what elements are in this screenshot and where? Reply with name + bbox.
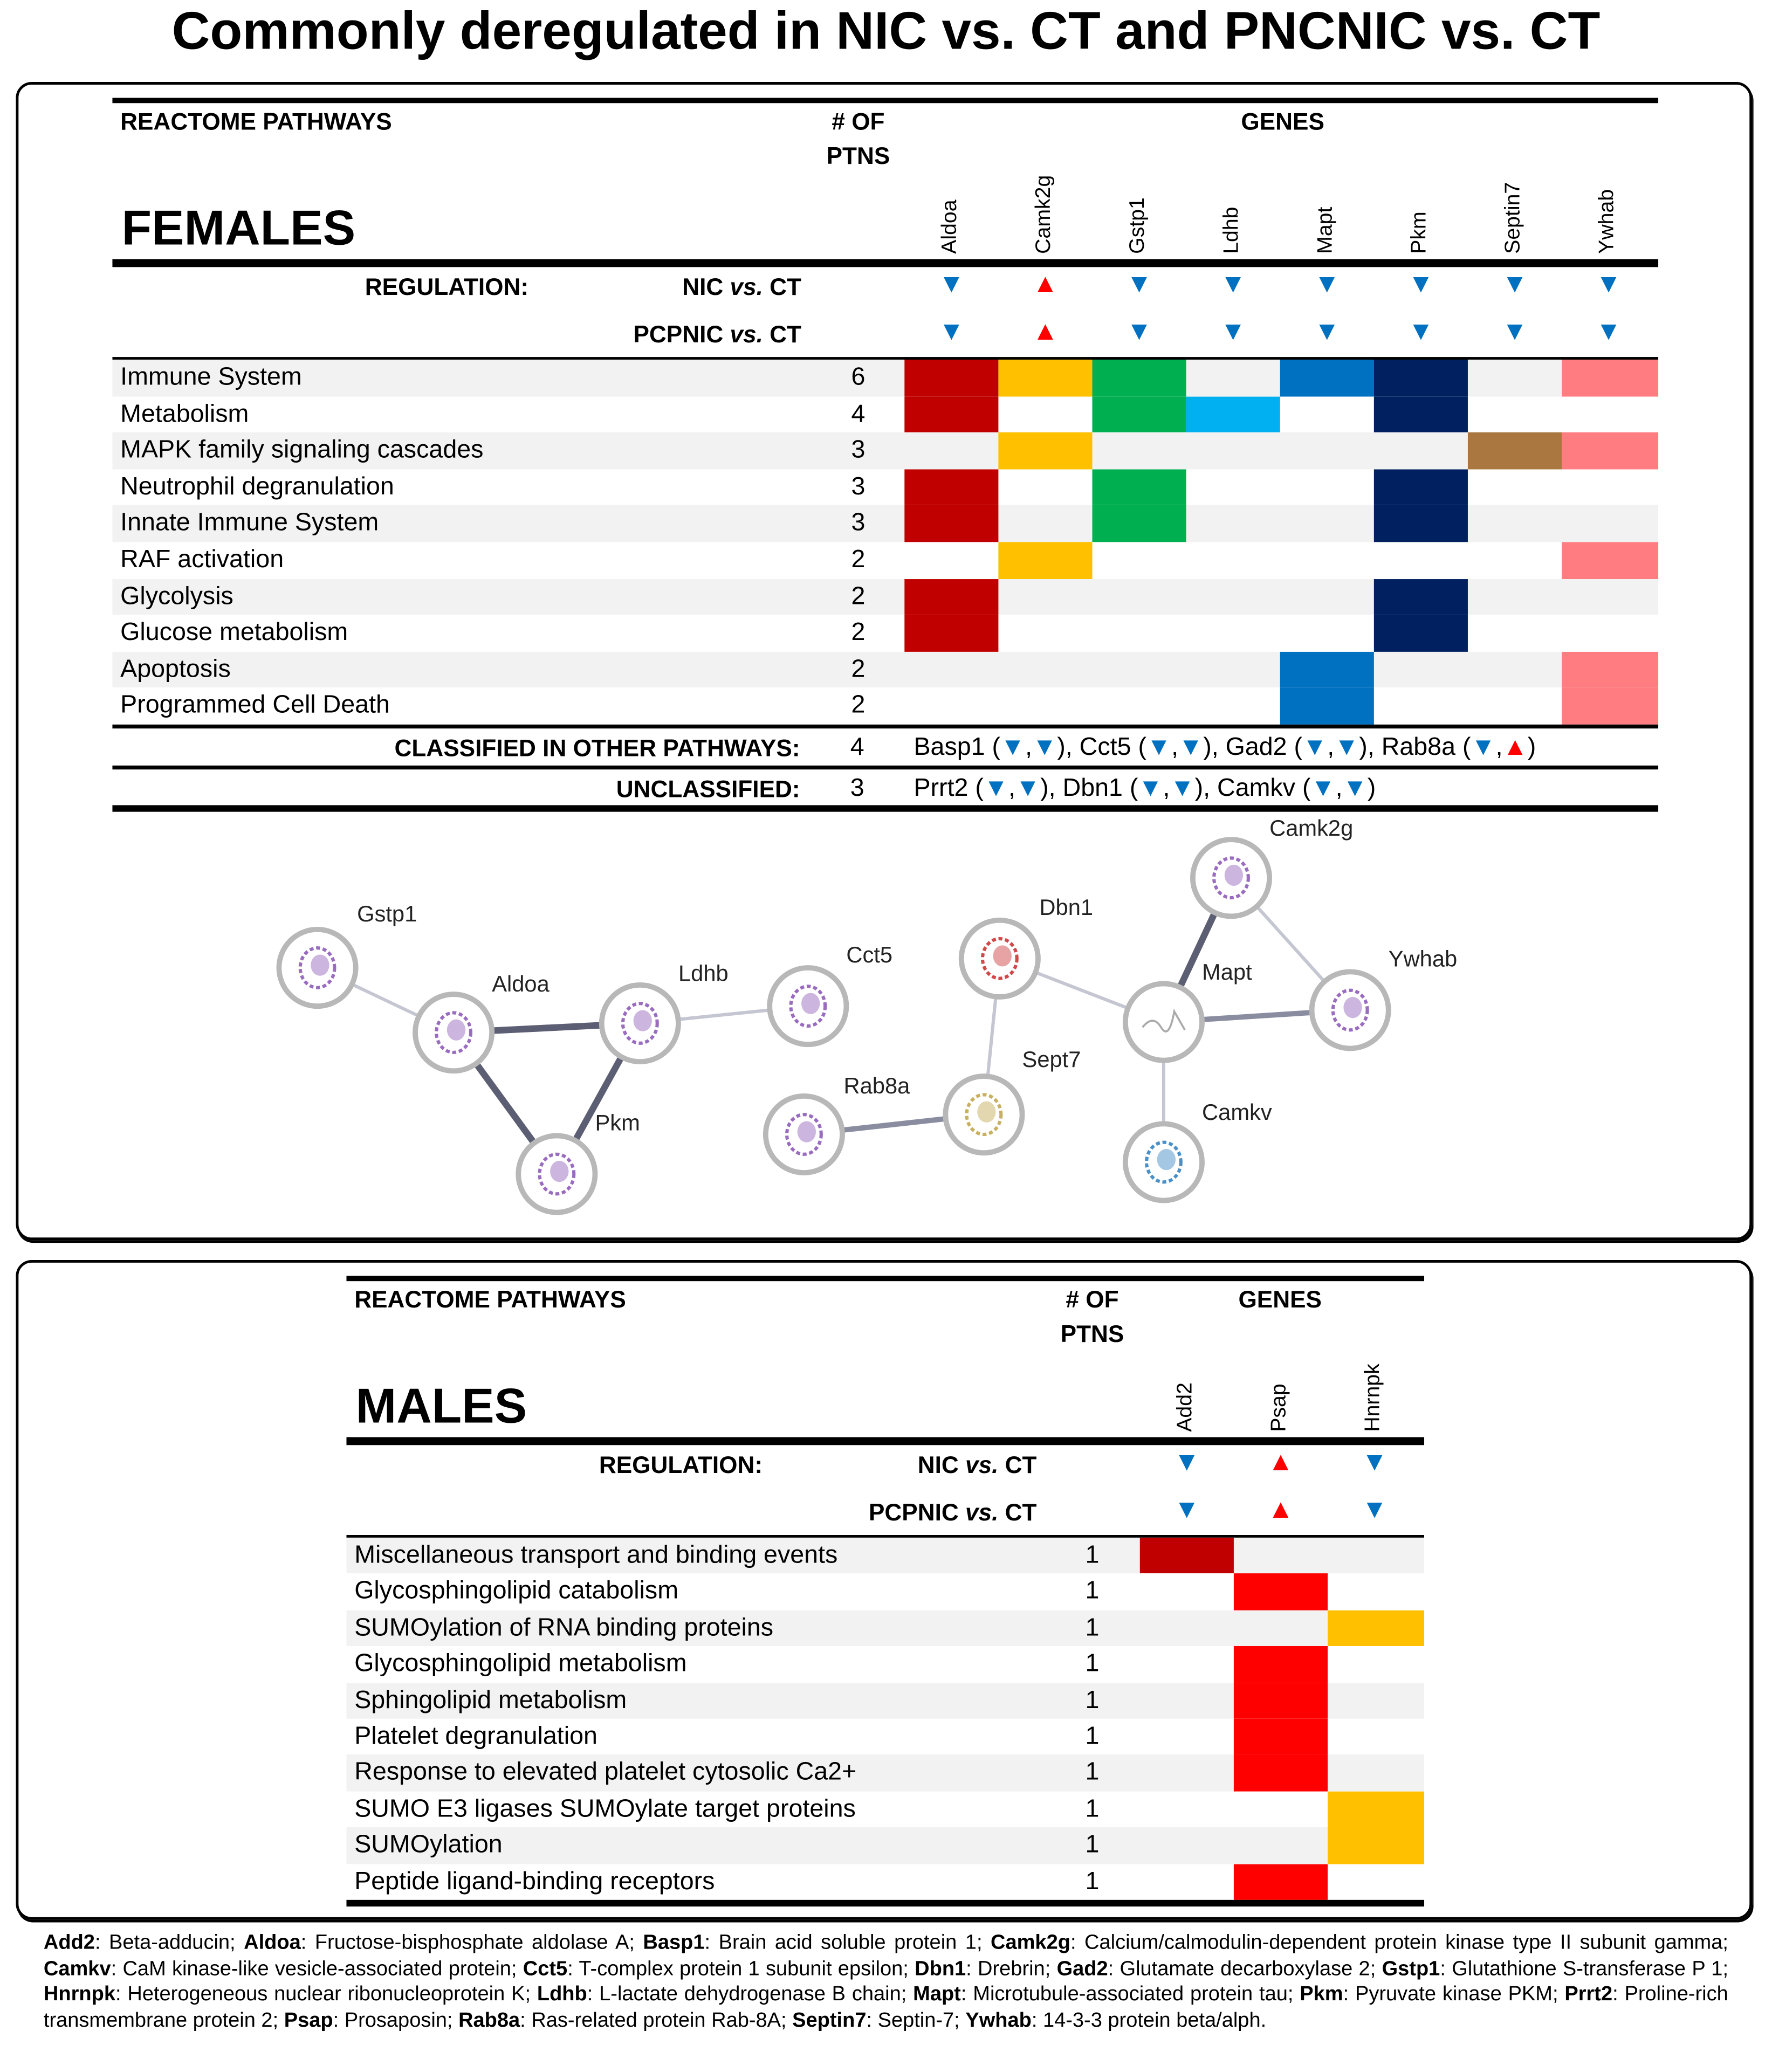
protein-count: 1 xyxy=(1085,1723,1100,1751)
protein-node-label: Mapt xyxy=(1202,959,1252,985)
pathway-row xyxy=(346,1683,1424,1719)
protein-structure-icon xyxy=(1225,865,1243,886)
footnote-description: Microtubule-associated protein tau xyxy=(973,1983,1288,2006)
pcpnic-vs: vs. xyxy=(965,1499,999,1526)
pathway-name: SUMOylation of RNA binding proteins xyxy=(354,1614,774,1642)
gene-name: Cct5 xyxy=(1079,733,1131,762)
gene-name: Camkv xyxy=(1217,774,1296,803)
pcpnic-a: PCPNIC xyxy=(868,1499,966,1526)
protein-node-label: Gstp1 xyxy=(357,901,417,927)
gene-name: Rab8a xyxy=(1381,733,1456,762)
protein-node xyxy=(1125,983,1202,1060)
classified-other-pathways-count: 4 xyxy=(850,733,864,762)
footnote-description: Ras-related protein Rab-8A xyxy=(531,2009,781,2032)
pathway-row xyxy=(346,1538,1424,1574)
regulation-down-icon: ▼ xyxy=(1310,774,1336,803)
footnote-gene: Rab8a xyxy=(458,2009,520,2032)
protein-count: 3 xyxy=(851,436,866,465)
footnote-description: 14-3-3 protein beta/alph. xyxy=(1042,2009,1267,2032)
protein-node-label: Sept7 xyxy=(1022,1046,1081,1072)
heatmap-cell xyxy=(1328,1827,1424,1863)
pathway-name: Glycosphingolipid metabolism xyxy=(354,1650,687,1678)
divider xyxy=(346,1900,1424,1906)
comparison-label-pcpnic xyxy=(869,1499,1037,1527)
footnote-gene: Mapt xyxy=(913,1983,961,2006)
footnote-gene: Basp1 xyxy=(643,1931,705,1954)
footnote-gene: Cct5 xyxy=(523,1957,568,1980)
footnote-description: Heterogeneous nuclear ribonucleoprotein K xyxy=(127,1983,525,2006)
heatmap-cell xyxy=(1328,1791,1424,1827)
gene-name: Prrt2 xyxy=(914,774,969,803)
pathway-name: Glycolysis xyxy=(120,582,233,610)
pathway-name: Platelet degranulation xyxy=(354,1723,597,1751)
protein-node-label: Camkv xyxy=(1202,1099,1272,1125)
pcpnic-c: CT xyxy=(763,321,802,348)
protein-structure-icon xyxy=(447,1020,465,1041)
regulation-down-icon: ▼ xyxy=(1595,317,1622,347)
comparison-label-nic xyxy=(918,1452,1037,1479)
divider xyxy=(346,1276,1424,1281)
protein-count: 1 xyxy=(1085,1867,1100,1896)
regulation-up-icon: ▲ xyxy=(1502,733,1528,762)
regulation-down-icon: ▼ xyxy=(1138,774,1163,803)
protein-structure-icon xyxy=(993,945,1012,966)
regulation-down-icon: ▼ xyxy=(1361,1495,1388,1525)
protein-count: 1 xyxy=(1085,1795,1100,1823)
heatmap-cell xyxy=(1328,1610,1424,1646)
pathway-name: Glycosphingolipid catabolism xyxy=(354,1578,679,1606)
regulation-down-icon: ▼ xyxy=(938,270,965,299)
figure-title: Commonly deregulated in NIC vs. CT and PNCNIC vs. CT xyxy=(171,2,1601,61)
footnote-description: Septin-7 xyxy=(877,2009,954,2032)
protein-count: 3 xyxy=(851,473,866,501)
ptns-header: # OF xyxy=(1066,1286,1119,1313)
protein-structure-icon xyxy=(977,1102,995,1123)
pathway-name: Apoptosis xyxy=(120,655,231,684)
protein-count: 6 xyxy=(851,363,866,391)
gene-column-label: Septin7 xyxy=(1502,182,1525,254)
protein-count: 1 xyxy=(1085,1650,1100,1678)
footnote-gene: Pkm xyxy=(1300,1983,1343,2006)
regulation-down-icon: ▼ xyxy=(1501,317,1528,347)
protein-count: 3 xyxy=(851,510,866,538)
heatmap-cell xyxy=(1140,1538,1234,1574)
footnote-gene: Prrt2 xyxy=(1564,1983,1613,2006)
nic-c: CT xyxy=(763,273,802,300)
pathway-name: Peptide ligand-binding receptors xyxy=(354,1867,715,1896)
pathway-name: MAPK family signaling cascades xyxy=(120,436,484,465)
heatmap-cell xyxy=(1234,1755,1328,1791)
regulation-down-icon: ▼ xyxy=(1178,733,1204,762)
regulation-down-icon: ▼ xyxy=(1471,733,1496,762)
footnote-description: Prosaposin xyxy=(344,2009,447,2032)
regulation-down-icon: ▼ xyxy=(1501,270,1528,299)
footnote-gene: Psap xyxy=(284,2009,333,2032)
regulation-label: REGULATION: xyxy=(365,273,529,300)
regulation-down-icon: ▼ xyxy=(1220,317,1246,347)
heatmap-cell xyxy=(1234,1683,1328,1719)
divider xyxy=(346,1437,1424,1445)
protein-structure-icon xyxy=(550,1161,568,1182)
regulation-down-icon: ▼ xyxy=(1220,270,1246,299)
classified-other-pathways-genes: Basp1 (▼,▼), Cct5 (▼,▼), Gad2 (▼,▼), Rab8a (▼,▲) xyxy=(914,733,1536,762)
protein-node-label: Rab8a xyxy=(843,1072,910,1098)
protein-structure-icon xyxy=(1343,997,1362,1018)
regulation-down-icon: ▼ xyxy=(1126,317,1152,347)
gene-name: Dbn1 xyxy=(1062,774,1123,803)
regulation-down-icon: ▼ xyxy=(1314,317,1341,347)
footnote-description: Beta-adducin xyxy=(109,1931,230,1954)
protein-count: 1 xyxy=(1085,1759,1100,1787)
pathway-name: Neutrophil degranulation xyxy=(120,473,394,501)
protein-count: 1 xyxy=(1085,1686,1100,1715)
protein-count: 1 xyxy=(1085,1614,1100,1642)
protein-count: 2 xyxy=(851,546,866,574)
protein-structure-icon xyxy=(1157,1149,1176,1170)
regulation-up-icon: ▲ xyxy=(1032,270,1059,299)
footnote-description: Calcium/calmodulin-dependent protein kinase type II subunit gamma xyxy=(1084,1931,1723,1954)
ptns-header: PTNS xyxy=(826,142,890,169)
regulation-up-icon: ▲ xyxy=(1267,1448,1294,1477)
pathway-name: SUMOylation xyxy=(354,1831,503,1860)
pathway-name: Sphingolipid metabolism xyxy=(354,1686,627,1715)
regulation-down-icon: ▼ xyxy=(1173,1495,1200,1525)
footnote-description: T-complex protein 1 subunit epsilon xyxy=(579,1957,903,1980)
footnote-gene: Septin7 xyxy=(792,2009,867,2032)
footnote-description: Glutathione S-transferase P 1 xyxy=(1452,1957,1723,1980)
heatmap-cell xyxy=(1234,1574,1328,1610)
footnote-description: Drebrin xyxy=(978,1957,1045,1980)
genes-header: GENES xyxy=(1238,1286,1322,1313)
pathway-name: Metabolism xyxy=(120,400,249,428)
protein-count: 2 xyxy=(851,655,866,684)
footnote-gene: Add2 xyxy=(43,1931,95,1954)
protein-count: 4 xyxy=(851,400,866,428)
protein-count: 2 xyxy=(851,692,866,720)
pathway-row xyxy=(346,1646,1424,1682)
unclassified-genes: Prrt2 (▼,▼), Dbn1 (▼,▼), Camkv (▼,▼) xyxy=(914,774,1376,803)
sex-label: MALES xyxy=(355,1379,527,1434)
regulation-down-icon: ▼ xyxy=(1146,733,1172,762)
pathway-name: Innate Immune System xyxy=(120,510,379,538)
protein-structure-icon xyxy=(801,993,820,1014)
protein-node-label: Cct5 xyxy=(846,942,893,968)
nic-vs: vs. xyxy=(730,273,763,300)
regulation-down-icon: ▼ xyxy=(1170,774,1195,803)
protein-node-label: Aldoa xyxy=(492,971,550,997)
footnote-description: Proline-rich transmembrane protein 2 xyxy=(43,1983,1728,2032)
footnote-gene: Hnrnpk xyxy=(43,1983,115,2006)
pathway-row xyxy=(346,1574,1424,1610)
pathway-row xyxy=(346,1827,1424,1863)
footnote-gene: Ywhab xyxy=(965,2009,1032,2032)
protein-count: 1 xyxy=(1085,1831,1100,1860)
heatmap-cell xyxy=(1234,1864,1328,1900)
protein-node-label: Pkm xyxy=(595,1110,640,1135)
footnote-description: Fructose-bisphosphate aldolase A xyxy=(314,1931,629,1954)
pathway-row xyxy=(346,1864,1424,1900)
nic-a: NIC xyxy=(917,1451,966,1478)
footnote-description: CaM kinase-like vesicle-associated protein xyxy=(122,1957,511,1980)
pathway-row xyxy=(346,1610,1424,1646)
pcpnic-vs: vs. xyxy=(730,321,763,348)
gene-column-label: Psap xyxy=(1268,1383,1291,1432)
footnote-description: Pyruvate kinase PKM xyxy=(1355,1983,1553,2006)
pathways-header: REACTOME PATHWAYS xyxy=(120,108,392,135)
regulation-down-icon: ▼ xyxy=(1407,317,1434,347)
unclassified-label: UNCLASSIFIED: xyxy=(616,776,800,803)
gene-column-label: Gstp1 xyxy=(1127,197,1149,254)
gene-column-label: Pkm xyxy=(1408,211,1431,254)
protein-node-label: Dbn1 xyxy=(1039,894,1094,920)
regulation-down-icon: ▼ xyxy=(1334,733,1359,762)
protein-count: 1 xyxy=(1085,1578,1100,1606)
regulation-up-icon: ▲ xyxy=(1032,317,1059,347)
gene-column-label: Mapt xyxy=(1314,206,1337,254)
protein-count: 1 xyxy=(1085,1541,1100,1570)
regulation-down-icon: ▼ xyxy=(1032,733,1057,762)
nic-c: CT xyxy=(998,1451,1037,1478)
gene-name: Gad2 xyxy=(1225,733,1287,762)
pcpnic-c: CT xyxy=(998,1499,1037,1526)
regulation-down-icon: ▼ xyxy=(1126,270,1152,299)
pathway-name: RAF activation xyxy=(120,546,284,574)
gene-column-label: Add2 xyxy=(1174,1382,1197,1432)
pathway-row xyxy=(346,1755,1424,1791)
footnote-description: Glutamate decarboxylase 2 xyxy=(1119,1957,1370,1980)
regulation-down-icon: ▼ xyxy=(1314,270,1341,299)
regulation-down-icon: ▼ xyxy=(1407,270,1434,299)
footnote-gene: Dbn1 xyxy=(915,1957,966,1980)
unclassified-count: 3 xyxy=(850,774,864,803)
regulation-down-icon: ▼ xyxy=(1173,1448,1200,1477)
pcpnic-a: PCPNIC xyxy=(633,321,730,348)
pathway-name: SUMO E3 ligases SUMOylate target proteins xyxy=(354,1795,856,1823)
protein-structure-icon xyxy=(798,1121,816,1142)
pathway-name: Glucose metabolism xyxy=(120,619,348,647)
pathway-name: Immune System xyxy=(120,363,302,391)
genes-header: GENES xyxy=(1241,108,1324,135)
regulation-down-icon: ▼ xyxy=(1015,774,1041,803)
protein-structure-icon xyxy=(634,1010,652,1031)
regulation-down-icon: ▼ xyxy=(1595,270,1622,299)
sex-label: FEMALES xyxy=(121,201,356,256)
regulation-down-icon: ▼ xyxy=(1342,774,1368,803)
gene-column-label: Camk2g xyxy=(1033,175,1055,254)
classified-other-pathways-label: CLASSIFIED IN OTHER PATHWAYS: xyxy=(394,735,800,762)
gene-column-label: Aldoa xyxy=(939,199,961,254)
regulation-down-icon: ▼ xyxy=(938,317,965,347)
regulation-down-icon: ▼ xyxy=(1302,733,1328,762)
pathway-row xyxy=(346,1791,1424,1827)
gene-abbreviation-footnote: Add2: Beta-adducin; Aldoa: Fructose-bisphosphate aldolase A; Basp1: Brain acid soluble protein 1; Camk2g: Calcium/calmodulin-dependent protein kinase type II subunit gamma; Camkv: CaM kinase-like vesicle-associated protein; Cct5: T-complex protein 1 subunit epsilon; Dbn1: Drebrin; Gad2: Glutamate decarboxylase 2; Gstp1: Glutathione S-transferase P 1; Hnrnpk: Heterogeneous nuclear ribonucleoprotein K; Ldhb: L-lactate dehydrogenase B chain; Mapt: Microtubule-associated protein tau; Pkm: Pyruvate kinase PKM; Prrt2: Proline-rich transmembrane protein 2; Psap: Prosaposin; Rab8a: Ras-related protein Rab-8A; Septin7: Septin-7; Ywhab: 14-3-3 protein beta/alph. xyxy=(43,1931,1729,2032)
regulation-down-icon: ▼ xyxy=(1361,1448,1388,1477)
regulation-label: REGULATION: xyxy=(599,1451,763,1478)
gene-column-label: Ldhb xyxy=(1220,206,1244,254)
nic-a: NIC xyxy=(682,273,730,300)
footnote-gene: Aldoa xyxy=(244,1931,301,1954)
ptns-header: # OF xyxy=(832,108,885,135)
pathways-header: REACTOME PATHWAYS xyxy=(354,1286,626,1313)
heatmap-cell xyxy=(1234,1646,1328,1682)
pathway-name: Programmed Cell Death xyxy=(120,692,390,720)
pathway-name: Response to elevated platelet cytosolic Ca2+ xyxy=(354,1759,857,1787)
protein-node-label: Ywhab xyxy=(1388,946,1458,972)
protein-count: 2 xyxy=(851,582,866,610)
regulation-down-icon: ▼ xyxy=(1000,733,1026,762)
regulation-down-icon: ▼ xyxy=(983,774,1009,803)
gene-column-label: Ywhab xyxy=(1596,189,1619,254)
ptns-header: PTNS xyxy=(1060,1320,1124,1347)
regulation-up-icon: ▲ xyxy=(1267,1495,1294,1525)
protein-count: 2 xyxy=(851,619,866,647)
footnote-gene: Gad2 xyxy=(1056,1957,1108,1980)
footnote-gene: Gstp1 xyxy=(1382,1957,1440,1980)
nic-vs: vs. xyxy=(965,1451,999,1478)
footnote-gene: Camkv xyxy=(43,1957,111,1980)
footnote-gene: Camk2g xyxy=(991,1931,1070,1954)
protein-node-label: Camk2g xyxy=(1269,815,1354,841)
gene-column-label: Hnrnpk xyxy=(1362,1364,1385,1432)
protein-node-label: Ldhb xyxy=(678,960,729,986)
footnote-description: Brain acid soluble protein 1 xyxy=(718,1931,977,1954)
footnote-gene: Ldhb xyxy=(537,1983,587,2006)
footnote-description: L-lactate dehydrogenase B chain xyxy=(599,1983,901,2006)
pathway-name: Miscellaneous transport and binding events xyxy=(354,1541,838,1570)
heatmap-cell xyxy=(1234,1719,1328,1755)
pathway-row xyxy=(346,1719,1424,1755)
protein-structure-icon xyxy=(311,954,329,975)
gene-name: Basp1 xyxy=(914,733,985,762)
